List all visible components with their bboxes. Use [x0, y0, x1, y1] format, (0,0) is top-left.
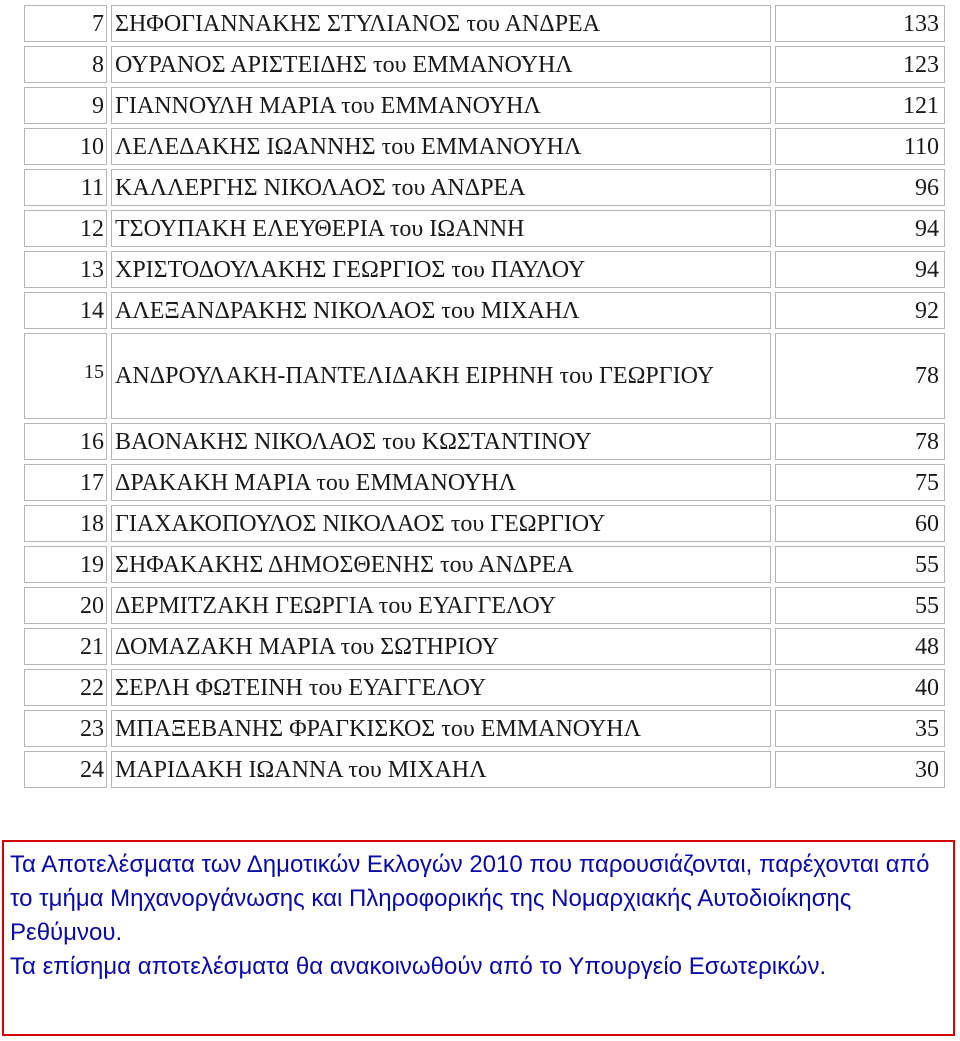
- candidate-name-cell: ΓΙΑΝΝΟΥΛΗ ΜΑΡΙΑ του ΕΜΜΑΝΟΥΗΛ: [111, 87, 771, 124]
- candidate-name-cell: ΣΗΦΑΚΑΚΗΣ ΔΗΜΟΣΘΕΝΗΣ του ΑΝΔΡΕΑ: [111, 546, 771, 583]
- rank-cell: 18: [24, 505, 107, 542]
- votes-cell: 94: [775, 210, 945, 247]
- rank-cell: 15: [24, 333, 107, 419]
- votes-cell: 35: [775, 710, 945, 747]
- votes-cell: 48: [775, 628, 945, 665]
- rank-cell: 21: [24, 628, 107, 665]
- results-table-body: [24, 5, 945, 788]
- rank-cell: 7: [24, 5, 107, 42]
- table-row: [24, 292, 945, 329]
- candidate-name-cell: ΔΟΜΑΖΑΚΗ ΜΑΡΙΑ του ΣΩΤΗΡΙΟΥ: [111, 628, 771, 665]
- rank-cell: 24: [24, 751, 107, 788]
- table-row: [24, 464, 945, 501]
- official-results-note: Τα επίσημα αποτελέσματα θα ανακοινωθούν από το Υπουργείο Εσωτερικών.: [10, 953, 827, 980]
- candidate-name-cell: ΜΠΑΞΕΒΑΝΗΣ ΦΡΑΓΚΙΣΚΟΣ του ΕΜΜΑΝΟΥΗΛ: [111, 710, 771, 747]
- rank-cell: 19: [24, 546, 107, 583]
- table-row: [24, 210, 945, 247]
- candidate-name-cell: ΑΝΔΡΟΥΛΑΚΗ-ΠΑΝΤΕΛΙΔΑΚΗ ΕΙΡΗΝΗ του ΓΕΩΡΓΙΟΥ: [111, 333, 771, 419]
- rank-cell: 20: [24, 587, 107, 624]
- table-row: [24, 333, 945, 419]
- votes-cell: 30: [775, 751, 945, 788]
- rank-cell: 12: [24, 210, 107, 247]
- votes-cell: 110: [775, 128, 945, 165]
- data-source-note: Τα Αποτελέσματα των Δημοτικών Εκλογών 2010 που παρουσιάζονται, παρέχονται από το τμήμα Μηχανοργάνωσης και Πληροφορικής της Νομαρχιακής Αυτοδιοίκησης Ρεθύμνου.: [10, 851, 930, 946]
- results-table: [20, 1, 949, 792]
- table-row: [24, 505, 945, 542]
- votes-cell: 55: [775, 546, 945, 583]
- votes-cell: 96: [775, 169, 945, 206]
- votes-cell: 123: [775, 46, 945, 83]
- votes-cell: 133: [775, 5, 945, 42]
- candidate-name-cell: ΣΗΦΟΓΙΑΝΝΑΚΗΣ ΣΤΥΛΙΑΝΟΣ του ΑΝΔΡΕΑ: [111, 5, 771, 42]
- rank-cell: 14: [24, 292, 107, 329]
- votes-cell: 75: [775, 464, 945, 501]
- candidate-name-cell: ΧΡΙΣΤΟΔΟΥΛΑΚΗΣ ΓΕΩΡΓΙΟΣ του ΠΑΥΛΟΥ: [111, 251, 771, 288]
- rank-cell: 16: [24, 423, 107, 460]
- rank-cell: 8: [24, 46, 107, 83]
- candidate-name-cell: ΛΕΛΕΔΑΚΗΣ ΙΩΑΝΝΗΣ του ΕΜΜΑΝΟΥΗΛ: [111, 128, 771, 165]
- candidate-name-cell: ΣΕΡΛΗ ΦΩΤΕΙΝΗ του ΕΥΑΓΓΕΛΟΥ: [111, 669, 771, 706]
- candidate-name-cell: ΤΣΟΥΠΑΚΗ ΕΛΕΥΘΕΡΙΑ του ΙΩΑΝΝΗ: [111, 210, 771, 247]
- table-row: [24, 587, 945, 624]
- votes-cell: 40: [775, 669, 945, 706]
- candidate-name-cell: ΑΛΕΞΑΝΔΡΑΚΗΣ ΝΙΚΟΛΑΟΣ του ΜΙΧΑΗΛ: [111, 292, 771, 329]
- table-row: [24, 751, 945, 788]
- votes-cell: 78: [775, 423, 945, 460]
- votes-cell: 78: [775, 333, 945, 419]
- candidate-name-cell: ΟΥΡΑΝΟΣ ΑΡΙΣΤΕΙΔΗΣ του ΕΜΜΑΝΟΥΗΛ: [111, 46, 771, 83]
- table-row: [24, 5, 945, 42]
- table-row: [24, 669, 945, 706]
- votes-cell: 60: [775, 505, 945, 542]
- disclaimer-notice: [2, 840, 955, 1036]
- candidate-name-cell: ΒΑΟΝΑΚΗΣ ΝΙΚΟΛΑΟΣ του ΚΩΣΤΑΝΤΙΝΟΥ: [111, 423, 771, 460]
- candidate-name-cell: ΔΡΑΚΑΚΗ ΜΑΡΙΑ του ΕΜΜΑΝΟΥΗΛ: [111, 464, 771, 501]
- table-row: [24, 251, 945, 288]
- table-row: [24, 628, 945, 665]
- rank-cell: 13: [24, 251, 107, 288]
- votes-cell: 121: [775, 87, 945, 124]
- table-row: [24, 46, 945, 83]
- candidate-name-cell: ΜΑΡΙΔΑΚΗ ΙΩΑΝΝΑ του ΜΙΧΑΗΛ: [111, 751, 771, 788]
- votes-cell: 92: [775, 292, 945, 329]
- table-row: [24, 423, 945, 460]
- votes-cell: 55: [775, 587, 945, 624]
- table-row: [24, 87, 945, 124]
- rank-cell: 9: [24, 87, 107, 124]
- rank-cell: 10: [24, 128, 107, 165]
- candidate-name-cell: ΓΙΑΧΑΚΟΠΟΥΛΟΣ ΝΙΚΟΛΑΟΣ του ΓΕΩΡΓΙΟΥ: [111, 505, 771, 542]
- candidate-name-cell: ΚΑΛΛΕΡΓΗΣ ΝΙΚΟΛΑΟΣ του ΑΝΔΡΕΑ: [111, 169, 771, 206]
- table-row: [24, 710, 945, 747]
- rank-cell: 17: [24, 464, 107, 501]
- rank-cell: 11: [24, 169, 107, 206]
- rank-cell: 22: [24, 669, 107, 706]
- votes-cell: 94: [775, 251, 945, 288]
- candidate-name-cell: ΔΕΡΜΙΤΖΑΚΗ ΓΕΩΡΓΙΑ του ΕΥΑΓΓΕΛΟΥ: [111, 587, 771, 624]
- rank-cell: 23: [24, 710, 107, 747]
- table-row: [24, 128, 945, 165]
- table-row: [24, 169, 945, 206]
- table-row: [24, 546, 945, 583]
